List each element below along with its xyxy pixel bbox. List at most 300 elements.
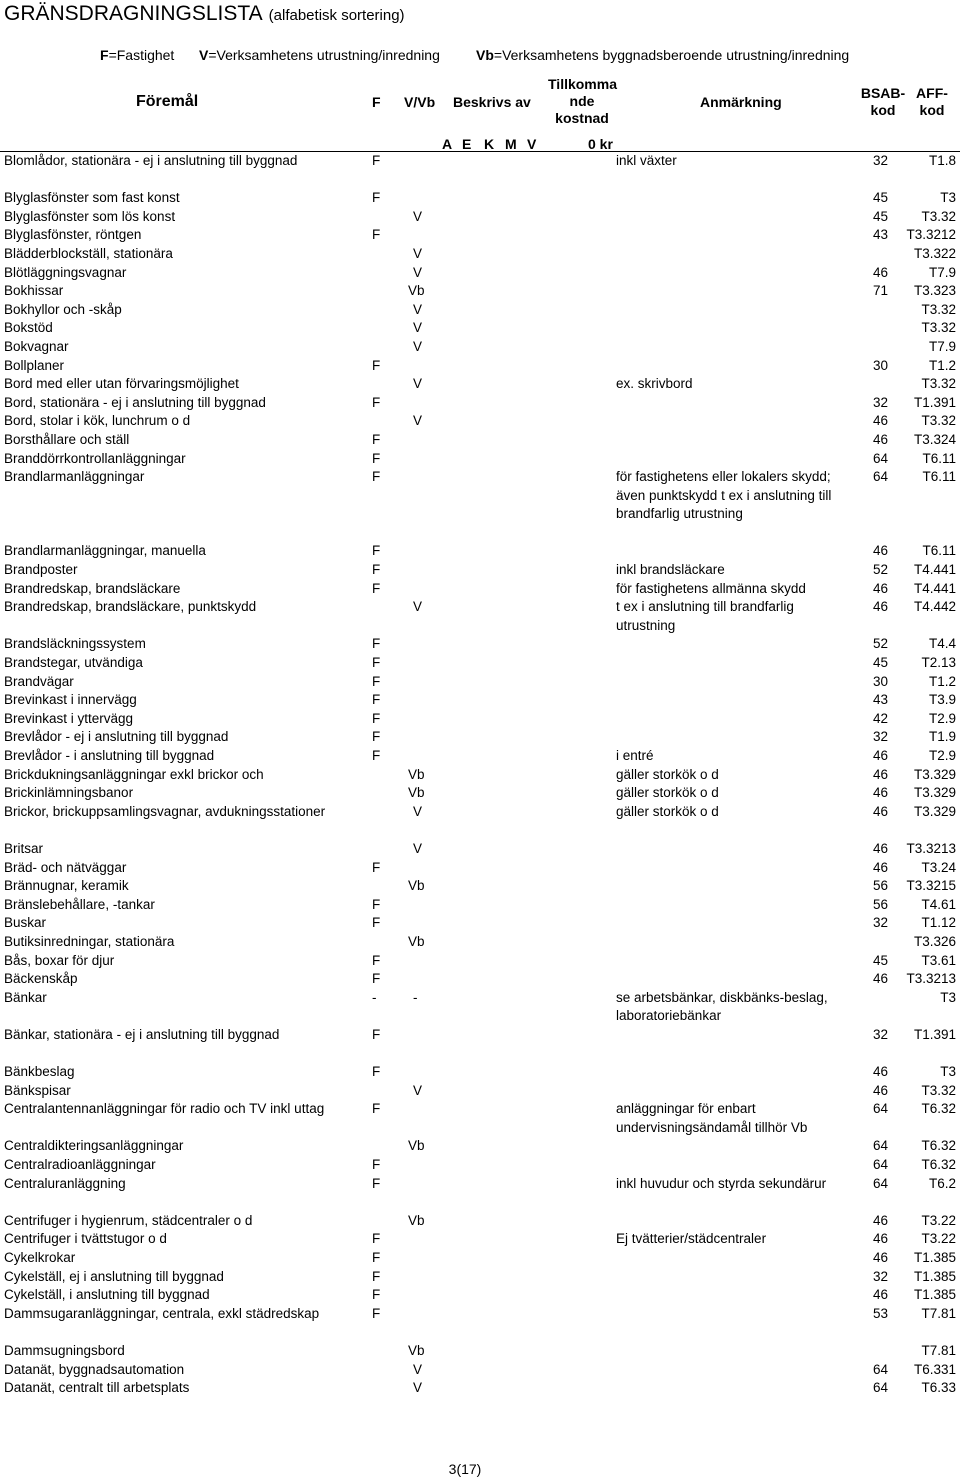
cell-v-vb: V [413,840,423,856]
table-row [0,933,960,952]
cell-foremal: Brandstegar, utvändiga [4,655,143,671]
cell-foremal: Bokhissar [4,283,64,299]
cell-f: F [372,1268,381,1284]
legend-key: Vb [476,47,494,63]
table-row [0,952,960,971]
table-row [0,840,960,859]
cell-f: F [372,190,381,206]
cell-v-vb: V [413,320,423,336]
table-row [0,1063,960,1082]
cell-foremal: Bräd- och nätväggar [4,859,127,875]
cell-foremal: Borsthållare och ställ [4,431,130,447]
cell-aff-kod: T1.385 [913,1287,956,1303]
cell-v-vb: Vb [408,933,425,949]
cell-bsab-kod: 32 [872,915,888,931]
cell-aff-kod: T3.324 [913,431,956,447]
cell-foremal: Brandlarmanläggningar [4,469,145,485]
cell-f: F [372,673,381,689]
cell-foremal: Centrifuger i tvättstugor o d [4,1231,167,1247]
legend-key: F [100,47,109,63]
cell-f: F [372,655,381,671]
cell-v-vb: - [413,989,418,1005]
table-row [0,542,960,561]
table-row [0,431,960,450]
header-aff-kod: AFF-kod [916,85,948,118]
table-row [0,914,960,933]
cell-v-vb: Vb [408,1343,425,1359]
legend-text: =Verksamhetens byggnadsberoende utrustning/inredning [493,47,850,63]
table-row [0,598,960,635]
table-row [0,264,960,283]
table-row [0,357,960,376]
cell-foremal: Bord, stolar i kök, lunchrum o d [4,413,191,429]
cell-foremal: Brevlådor - ej i anslutning till byggnad [4,729,229,745]
cell-v-vb: Vb [408,1212,425,1228]
cell-bsab-kod: 64 [872,1175,888,1191]
cell-anmarkning: för fastighetens allmänna skydd [616,580,806,596]
cell-foremal: Centralradioanläggningar [4,1157,156,1173]
header-f: F [372,94,381,110]
cell-anmarkning: inkl brandsläckare [616,562,725,578]
cell-bsab-kod: 46 [872,580,888,596]
cell-aff-kod: T3.3212 [906,227,956,243]
cell-bsab-kod: 64 [872,1380,888,1396]
cell-aff-kod: T4.442 [913,599,956,615]
table-row [0,189,960,208]
cell-v-vb: V [413,1082,423,1098]
cell-f: F [372,469,381,485]
cell-foremal: Brandlarmanläggningar, manuella [4,543,206,559]
cell-bsab-kod: 56 [872,896,888,912]
cell-f: F [372,1101,381,1117]
cell-aff-kod: T6.32 [921,1138,956,1154]
header-sub-a: A [442,136,453,152]
cell-v-vb: V [413,338,423,354]
cell-bsab-kod: 46 [872,840,888,856]
cell-anmarkning: Ej tvätterier/städcentraler [616,1231,767,1247]
cell-f: F [372,1157,381,1173]
cell-bsab-kod: 32 [872,1268,888,1284]
cell-aff-kod: T3 [940,1064,956,1080]
cell-aff-kod: T3.22 [921,1212,956,1228]
cell-aff-kod: T3.32 [921,320,956,336]
cell-foremal: Brandvägar [4,673,74,689]
cell-bsab-kod: 32 [872,1026,888,1042]
cell-bsab-kod: 56 [872,878,888,894]
cell-aff-kod: T3.3215 [906,878,956,894]
cell-aff-kod: T1.12 [921,915,956,931]
table-row [0,877,960,896]
table-row [0,896,960,915]
table-row [0,803,960,840]
cell-aff-kod: T3.9 [928,692,956,708]
table-row [0,859,960,878]
cell-foremal: Cykelställ, ej i anslutning till byggnad [4,1268,224,1284]
cell-aff-kod: T2.9 [928,748,956,764]
table-row [0,152,960,189]
cell-f: F [372,1250,381,1266]
cell-aff-kod: T6.32 [921,1101,956,1117]
table-row [0,468,960,542]
cell-aff-kod: T4.61 [921,896,956,912]
cell-aff-kod: T1.385 [913,1268,956,1284]
cell-bsab-kod: 30 [872,673,888,689]
cell-foremal: Bollplaner [4,357,65,373]
cell-foremal: Centraluranläggning [4,1175,126,1191]
table-row [0,1249,960,1268]
cell-aff-kod: T3.3213 [906,971,956,987]
cell-bsab-kod: 43 [872,692,888,708]
cell-f: F [372,543,381,559]
cell-bsab-kod: 46 [872,1250,888,1266]
table-row [0,1137,960,1156]
header-beskrivs-av: Beskrivs av [453,94,531,110]
cell-foremal: Brevlådor - i anslutning till byggnad [4,748,215,764]
cell-foremal: Bås, boxar för djur [4,952,115,968]
cell-anmarkning: inkl huvudur och styrda sekundärur [616,1175,827,1191]
cell-f: F [372,1287,381,1303]
cell-aff-kod: T3.326 [913,933,956,949]
cell-v-vb: V [413,208,423,224]
cell-f: - [372,989,377,1005]
cell-anmarkning: inkl växter [616,153,677,168]
cell-foremal: Bänkar [4,989,47,1005]
cell-aff-kod: T4.441 [913,562,956,578]
cell-aff-kod: T1.391 [913,394,956,410]
legend-byggnadsberoende [476,46,849,64]
cell-bsab-kod: 42 [872,710,888,726]
cell-foremal: Bokvagnar [4,338,69,354]
cell-bsab-kod: 46 [872,748,888,764]
cell-aff-kod: T3.329 [913,785,956,801]
table-row [0,1286,960,1305]
cell-anmarkning: gäller storkök o d [616,785,719,801]
table-row [0,1026,960,1063]
cell-bsab-kod: 46 [872,1231,888,1247]
table-row [0,561,960,580]
cell-foremal: Cykelkrokar [4,1250,76,1266]
cell-aff-kod: T1.385 [913,1250,956,1266]
cell-aff-kod: T3.22 [921,1231,956,1247]
cell-foremal: Blyglasfönster som fast konst [4,190,180,206]
table-row [0,654,960,673]
table-row [0,245,960,264]
cell-foremal: Brandredskap, brandsläckare [4,580,181,596]
cell-aff-kod: T7.81 [921,1305,956,1321]
table-row [0,691,960,710]
cell-bsab-kod: 46 [872,1287,888,1303]
cell-f: F [372,1305,381,1321]
cell-anmarkning: t ex i anslutning till brandfarlig utrustning [616,599,794,633]
table-row [0,784,960,803]
cell-foremal: Bord, stationära - ej i anslutning till byggnad [4,394,266,410]
table-row [0,1230,960,1249]
legend-key: V [199,47,209,63]
cell-bsab-kod: 46 [872,803,888,819]
cell-foremal: Bokstöd [4,320,53,336]
table-row [0,635,960,654]
cell-bsab-kod: 64 [872,450,888,466]
header-sub-m: M [505,136,517,152]
cell-bsab-kod: 64 [872,469,888,485]
cell-f: F [372,1175,381,1191]
cell-bsab-kod: 43 [872,227,888,243]
cell-v-vb: V [413,245,423,261]
cell-aff-kod: T3.329 [913,803,956,819]
cell-f: F [372,915,381,931]
cell-aff-kod: T6.11 [922,450,956,466]
cell-v-vb: Vb [408,283,425,299]
cell-v-vb: V [413,1361,423,1377]
cell-foremal: Brevinkast i yttervägg [4,710,134,726]
table-row [0,710,960,729]
cell-v-vb: V [413,803,423,819]
cell-aff-kod: T6.11 [922,543,956,559]
cell-foremal: Blyglasfönster, röntgen [4,227,142,243]
cell-bsab-kod: 46 [872,859,888,875]
cell-foremal: Bord med eller utan förvaringsmöjlighet [4,376,239,392]
cell-aff-kod: T7.9 [928,264,956,280]
cell-bsab-kod: 46 [872,431,888,447]
cell-f: F [372,580,381,596]
cell-bsab-kod: 46 [872,264,888,280]
cell-v-vb: Vb [408,766,425,782]
cell-bsab-kod: 46 [872,413,888,429]
cell-aff-kod: T4.441 [913,580,956,596]
cell-foremal: Brandredskap, brandsläckare, punktskydd [4,599,257,615]
cell-f: F [372,153,381,168]
cell-v-vb: V [413,301,423,317]
cell-bsab-kod: 45 [872,952,888,968]
cell-foremal: Bokhyllor och -skåp [4,301,122,317]
cell-aff-kod: T1.391 [913,1026,956,1042]
cell-foremal: Bäckenskåp [4,971,78,987]
cell-f: F [372,562,381,578]
cell-bsab-kod: 46 [872,1082,888,1098]
cell-aff-kod: T3.61 [921,952,956,968]
title-text: GRÄNSDRAGNINGSLISTA [4,2,263,25]
cell-foremal: Centralantennanläggningar för radio och TV inkl uttag [4,1101,325,1117]
cell-foremal: Brandposter [4,562,78,578]
cell-foremal: Brickor, brickuppsamlingsvagnar, avdukningsstationer [4,803,326,819]
cell-f: F [372,227,381,243]
header-sub-k: K [484,136,495,152]
cell-foremal: Centrifuger i hygienrum, städcentraler o d [4,1212,253,1228]
table-row [0,1379,960,1398]
table-row [0,1305,960,1342]
cell-v-vb: V [413,413,423,429]
cell-f: F [372,859,381,875]
table-row [0,1100,960,1137]
cell-f: F [372,692,381,708]
page-title [4,2,405,28]
cell-foremal: Butiksinredningar, stationära [4,933,175,949]
cell-anmarkning: anläggningar för enbart undervisningsändamål tillhör Vb [616,1101,808,1135]
cell-f: F [372,952,381,968]
header-sub-v: V [527,136,537,152]
header-vvb: V/Vb [404,94,436,110]
title-subtitle: (alfabetisk sortering) [268,7,405,24]
legend-text: =Verksamhetens utrustning/inredning [208,47,440,63]
cell-anmarkning: gäller storkök o d [616,766,719,782]
cell-aff-kod: T6.2 [928,1175,956,1191]
cell-aff-kod: T6.32 [921,1157,956,1173]
cell-bsab-kod: 46 [872,599,888,615]
cell-aff-kod: T3.32 [921,376,956,392]
cell-aff-kod: T1.9 [928,729,956,745]
cell-bsab-kod: 46 [872,766,888,782]
cell-f: F [372,971,381,987]
cell-foremal: Branddörrkontrollanläggningar [4,450,186,466]
cell-f: F [372,896,381,912]
cell-anmarkning: i entré [616,748,654,764]
cell-foremal: Brickdukningsanläggningar exkl brickor och [4,766,264,782]
legend-verksamhet [199,46,440,64]
cell-foremal: Cykelställ, i anslutning till byggnad [4,1287,210,1303]
cell-bsab-kod: 64 [872,1101,888,1117]
table-row [0,1268,960,1287]
cell-aff-kod: T3.32 [921,208,956,224]
cell-foremal: Bränslebehållare, -tankar [4,896,155,912]
cell-aff-kod: T1.2 [928,357,956,373]
cell-bsab-kod: 64 [872,1361,888,1377]
header-bsab-kod: BSAB-kod [860,85,906,118]
table-row [0,747,960,766]
cell-foremal: Brännugnar, keramik [4,878,129,894]
cell-anmarkning: gäller storkök o d [616,803,719,819]
header-anmarkning: Anmärkning [700,94,782,110]
header-sub-e: E [462,136,472,152]
cell-f: F [372,1064,381,1080]
cell-aff-kod: T7.9 [928,338,956,354]
cell-bsab-kod: 46 [872,1064,888,1080]
cell-aff-kod: T6.11 [922,469,956,485]
table-row [0,412,960,431]
table-row [0,766,960,785]
cell-f: F [372,1026,381,1042]
table-row [0,728,960,747]
cell-bsab-kod: 64 [872,1138,888,1154]
table-row [0,1212,960,1231]
cell-f: F [372,748,381,764]
cell-f: F [372,431,381,447]
cell-bsab-kod: 64 [872,1157,888,1173]
table-row [0,319,960,338]
table-row [0,226,960,245]
cell-bsab-kod: 32 [872,729,888,745]
cell-bsab-kod: 30 [872,357,888,373]
cell-foremal: Blomlådor, stationära - ej i anslutning till byggnad [4,153,298,168]
cell-aff-kod: T4.4 [928,636,956,652]
table-row [0,338,960,357]
table-row [0,580,960,599]
cell-foremal: Dammsugningsbord [4,1343,125,1359]
cell-f: F [372,357,381,373]
cell-foremal: Brandsläckningssystem [4,636,146,652]
cell-aff-kod: T3.323 [913,283,956,299]
header-kostnad-kr: 0 kr [588,136,613,152]
cell-anmarkning: för fastighetens eller lokalers skydd; även punktskydd t ex i anslutning till brandfarlig utrustning [616,469,832,522]
cell-bsab-kod: 45 [872,655,888,671]
header-foremal: Föremål [136,93,199,110]
cell-v-vb: Vb [408,878,425,894]
table-row [0,301,960,320]
cell-bsab-kod: 46 [872,785,888,801]
table-row [0,970,960,989]
cell-f: F [372,729,381,745]
cell-foremal: Bänkspisar [4,1082,71,1098]
table-row [0,1082,960,1101]
table-row [0,1361,960,1380]
cell-foremal: Centraldikteringsanläggningar [4,1138,184,1154]
table-row [0,989,960,1026]
cell-aff-kod: T3.322 [913,245,956,261]
cell-aff-kod: T3.24 [921,859,956,875]
cell-bsab-kod: 46 [872,543,888,559]
cell-foremal: Dammsugaranläggningar, centrala, exkl städredskap [4,1305,320,1321]
legend-text: =Fastighet [108,47,175,63]
cell-bsab-kod: 52 [872,562,888,578]
table-row [0,673,960,692]
cell-f: F [372,450,381,466]
cell-foremal: Bänkbeslag [4,1064,75,1080]
cell-aff-kod: T1.8 [928,153,956,168]
cell-foremal: Britsar [4,840,44,856]
cell-v-vb: V [413,264,423,280]
cell-v-vb: V [413,376,423,392]
cell-v-vb: V [413,599,423,615]
cell-aff-kod: T3 [940,989,956,1005]
cell-f: F [372,710,381,726]
cell-aff-kod: T3.3213 [906,840,956,856]
cell-bsab-kod: 32 [872,394,888,410]
table-row [0,1342,960,1361]
cell-aff-kod: T3.329 [913,766,956,782]
cell-bsab-kod: 71 [872,283,888,299]
cell-v-vb: V [413,1380,423,1396]
cell-bsab-kod: 45 [872,208,888,224]
table-row [0,375,960,394]
cell-aff-kod: T6.331 [913,1361,956,1377]
table-row [0,208,960,227]
cell-bsab-kod: 46 [872,971,888,987]
cell-aff-kod: T1.2 [928,673,956,689]
cell-anmarkning: se arbetsbänkar, diskbänks-beslag, laboratoriebänkar [616,989,828,1024]
cell-aff-kod: T7.81 [921,1343,956,1359]
cell-foremal: Datanät, byggnadsautomation [4,1361,185,1377]
cell-bsab-kod: 53 [872,1305,888,1321]
cell-v-vb: Vb [408,1138,425,1154]
cell-foremal: Blötläggningsvagnar [4,264,127,280]
cell-foremal: Brickinlämningsbanor [4,785,134,801]
table-row [0,1156,960,1175]
cell-foremal: Blädderblockställ, stationära [4,245,173,261]
cell-f: F [372,394,381,410]
cell-f: F [372,1231,381,1247]
table-row [0,1175,960,1212]
cell-bsab-kod: 52 [872,636,888,652]
cell-bsab-kod: 46 [872,1212,888,1228]
cell-bsab-kod: 45 [872,190,888,206]
cell-aff-kod: T3.32 [921,413,956,429]
cell-f: F [372,636,381,652]
cell-aff-kod: T3.32 [921,301,956,317]
grans-table-body [0,152,960,1402]
cell-foremal: Datanät, centralt till arbetsplats [4,1380,190,1396]
cell-foremal: Brevinkast i innervägg [4,692,137,708]
header-tillkommande-kostnad: Tillkomma nde kostnad [548,76,617,126]
table-row [0,394,960,413]
